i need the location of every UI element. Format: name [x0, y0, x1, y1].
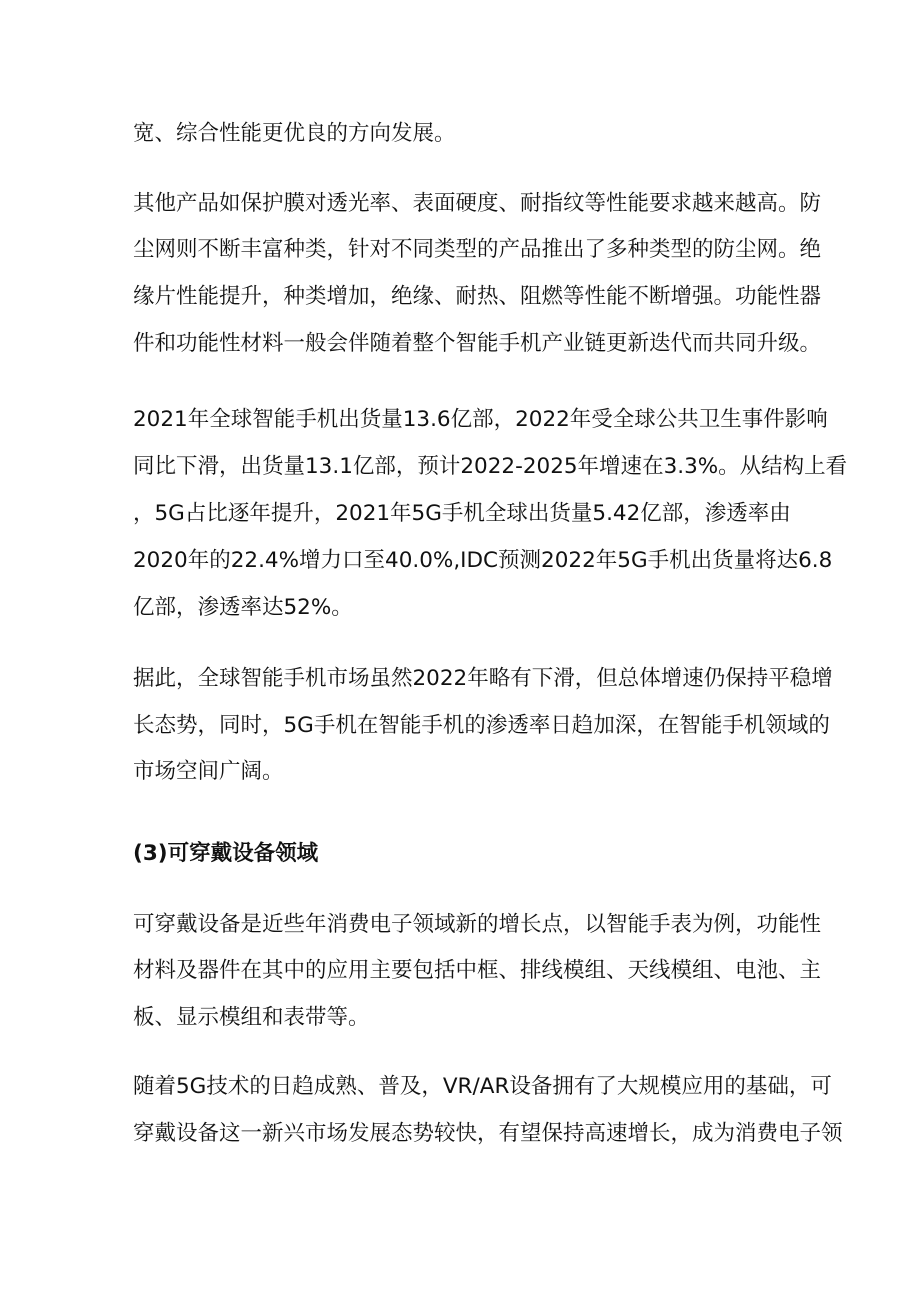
- text-line: 2020年的22.4%增力口至40.0%,IDC预测2022年5G手机出货量将达6.8: [133, 548, 833, 573]
- text-line: 市场空间广阔。: [133, 759, 284, 784]
- text-line: 据此，全球智能手机市场虽然2022年略有下滑，但总体增速仍保持平稳增: [133, 666, 833, 691]
- text-line: 件和功能性材料一般会伴随着整个智能手机产业链更新迭代而共同升级。: [133, 331, 822, 356]
- text-line: 宽、综合性能更优良的方向发展。: [133, 121, 456, 146]
- text-line: 同比下滑，出货量13.1亿部，预计2022-2025年增速在3.3%。从结构上看: [133, 454, 848, 479]
- text-line: 材料及器件在其中的应用主要包括中框、排线模组、天线模组、电池、主: [133, 958, 822, 983]
- text-line: 随着5G技术的日趋成熟、普及，VR/AR设备拥有了大规模应用的基础，可: [133, 1074, 832, 1099]
- text-line: 缘片性能提升，种类增加，绝缘、耐热、阻燃等性能不断增强。功能性器: [133, 284, 822, 309]
- text-line: 其他产品如保护膜对透光率、表面硬度、耐指纹等性能要求越来越高。防: [133, 191, 822, 216]
- text-line: 板、显示模组和表带等。: [133, 1005, 370, 1030]
- text-line: 尘网则不断丰富种类，针对不同类型的产品推出了多种类型的防尘网。绝: [133, 237, 822, 262]
- text-line: ，5G占比逐年提升，2021年5G手机全球出货量5.42亿部，渗透率由: [133, 501, 791, 526]
- text-line: 亿部，渗透率达52%。: [133, 595, 353, 620]
- text-line: 穿戴设备这一新兴市场发展态势较快，有望保持高速增长，成为消费电子领: [133, 1121, 843, 1146]
- text-line: 2021年全球智能手机出货量13.6亿部，2022年受全球公共卫生事件影响: [133, 407, 828, 432]
- section-heading: (3)可穿戴设备领域: [133, 841, 319, 866]
- text-line: 长态势，同时，5G手机在智能手机的渗透率日趋加深，在智能手机领域的: [133, 713, 830, 738]
- text-line: 可穿戴设备是近些年消费电子领域新的增长点，以智能手表为例，功能性: [133, 912, 822, 937]
